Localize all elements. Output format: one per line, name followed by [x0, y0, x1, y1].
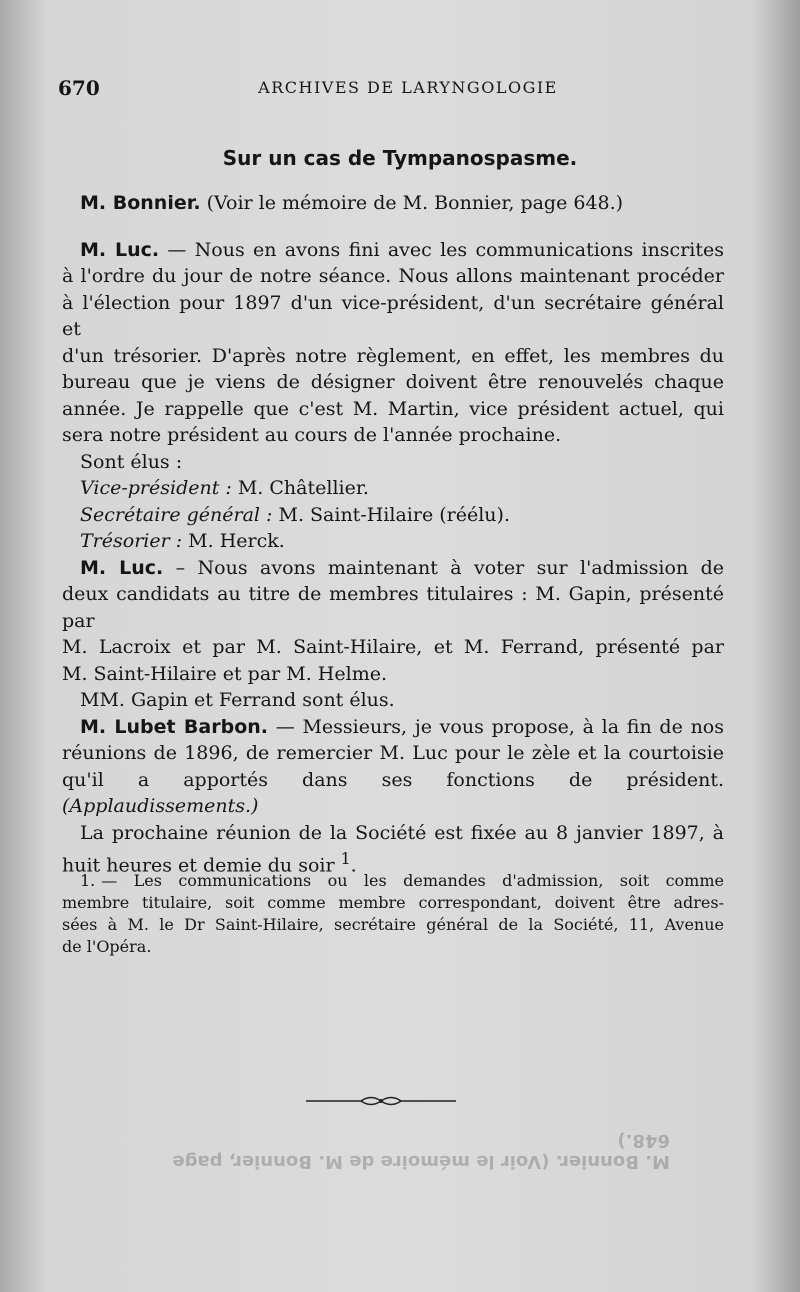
elected-treasurer	[62, 528, 724, 555]
text-line: d'un trésorier. D'après notre règlement, en effet, les membres du	[62, 344, 724, 367]
speaker-name: M. Lubet Barbon.	[80, 715, 269, 738]
text-line: à l'élection pour 1897 d'un vice-président, d'un secrétaire général et	[62, 291, 724, 340]
role-label: Vice-président :	[80, 477, 232, 499]
text-line: – Nous avons maintenant à voter sur l'admission de	[163, 556, 724, 579]
paragraph-text: (Voir le mémoire de M. Bonnier, page 648.)	[200, 192, 624, 214]
text-end: .	[350, 854, 357, 877]
footnote-reference: 1	[340, 849, 351, 868]
footnote-line: sées à M. le Dr Saint-Hilaire, secrétaire général de la Société, 11, Avenue	[62, 915, 724, 934]
text-line: — Nous en avons fini avec les communications inscrites	[159, 238, 724, 261]
running-head: ARCHIVES DE LARYNGOLOGIE	[258, 78, 558, 97]
speaker-name: M. Luc.	[80, 238, 160, 261]
text-line: bureau que je viens de désigner doivent être renouvelés chaque	[62, 371, 724, 393]
text-line: qu'il a apportés dans ses fonctions de président.	[62, 768, 724, 791]
elected-vice-president	[62, 475, 724, 502]
text-line: à l'ordre du jour de notre séance. Nous allons maintenant procéder	[62, 265, 724, 287]
text-line: La prochaine réunion de la Société est fixée au 8 janvier 1897, à	[80, 821, 724, 844]
paragraph-luc-admission	[62, 555, 724, 688]
text-line: réunions de 1896, de remercier M. Luc pour le zèle et la courtoisie	[62, 742, 724, 764]
role-label: Trésorier :	[80, 530, 183, 552]
elus-intro: Sont élus :	[80, 450, 183, 473]
elected-name: M. Saint-Hilaire (réélu).	[272, 503, 510, 526]
elected-name: M. Châtellier.	[231, 477, 369, 499]
paragraph-mm-elus: MM. Gapin et Ferrand sont élus.	[80, 689, 395, 711]
section-title: Sur un cas de Tympanospasme.	[222, 146, 578, 170]
footnote-line: de l'Opéra.	[62, 937, 152, 956]
body-text	[62, 190, 724, 879]
bleed-through-text: M. Bonnier. (Voir le mémoire de M. Bonnier, page 648.)	[172, 1130, 670, 1172]
text-line: deux candidats au titre de membres titulaires : M. Gapin, présenté par	[62, 583, 724, 632]
footnote-mark: 1.	[80, 871, 96, 890]
page-number: 670	[58, 76, 100, 100]
elected-secretary	[62, 502, 724, 529]
text-line: M. Saint-Hilaire et par M. Helme.	[62, 662, 387, 685]
paragraph-bonnier	[62, 190, 724, 217]
paragraph-lubet-barbon	[62, 714, 724, 820]
role-label: Secrétaire général :	[80, 503, 273, 526]
text-line: année. Je rappelle que c'est M. Martin, vice président actuel, qui	[62, 397, 724, 420]
text-line: sera notre président au cours de l'année prochaine.	[62, 424, 562, 446]
text-line: huit heures et demie du soir	[62, 854, 341, 877]
text-line: — Messieurs, je vous propose, à la fin de nos	[268, 715, 724, 738]
text-line: M. Lacroix et par M. Saint-Hilaire, et M. Ferrand, présenté par	[62, 636, 724, 658]
paragraph-luc-election	[62, 237, 724, 449]
applause-note: (Applaudissements.)	[62, 795, 259, 817]
page-header	[58, 76, 758, 100]
speaker-name: M. Luc.	[80, 556, 164, 579]
speaker-name: M. Bonnier.	[80, 192, 201, 214]
ornament-divider-icon	[306, 1094, 456, 1108]
footnote	[62, 870, 724, 958]
footnote-line: — Les communications ou les demandes d'admission, soit comme	[101, 871, 724, 890]
footnote-line: membre titulaire, soit comme membre correspondant, doivent être adres-	[62, 893, 724, 912]
elected-name: M. Herck.	[182, 530, 285, 552]
